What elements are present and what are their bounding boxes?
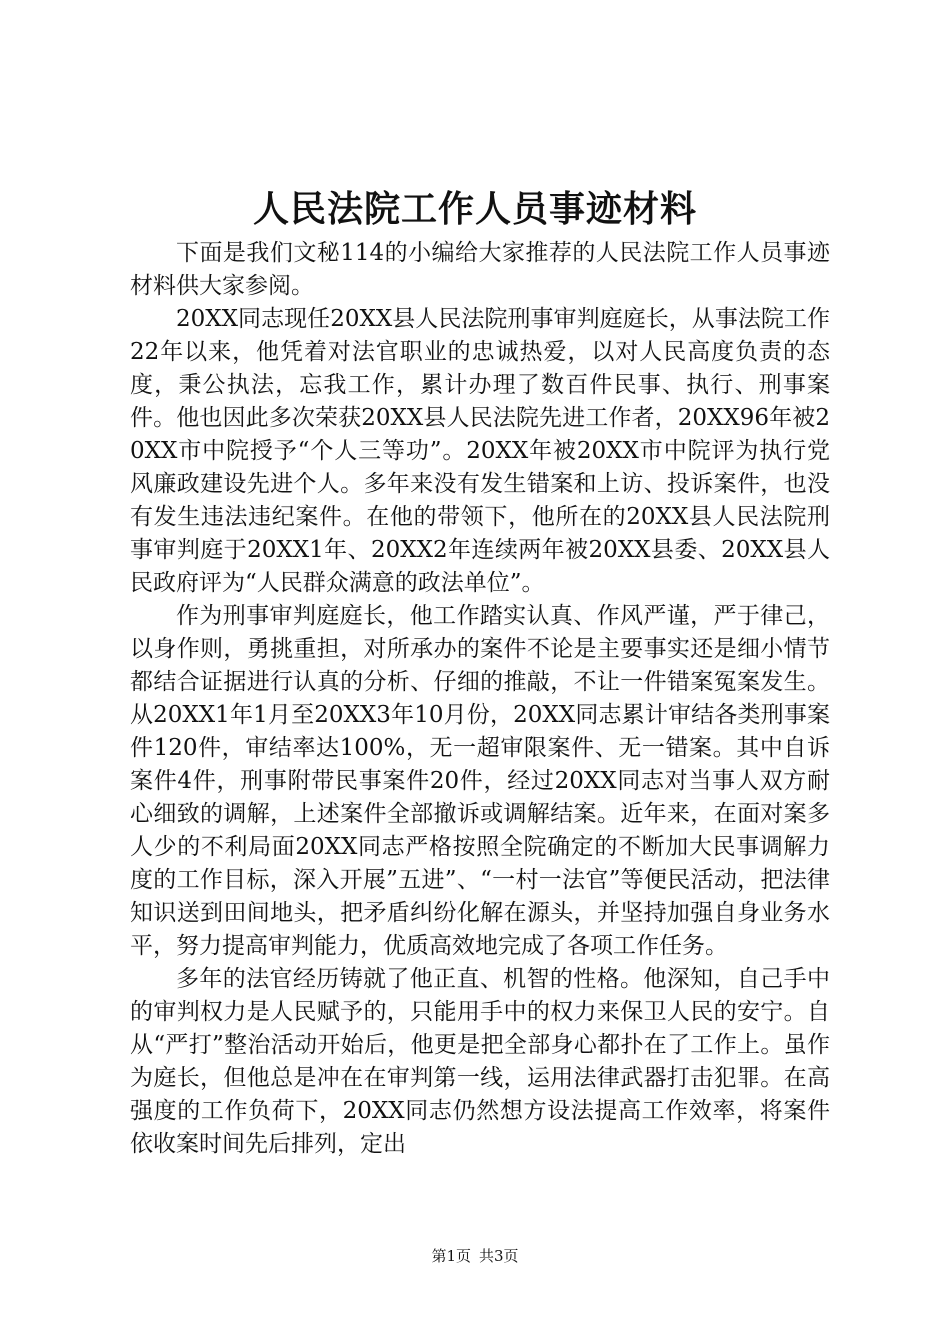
paragraph-intro: 下面是我们文秘114的小编给大家推荐的人民法院工作人员事迹材料供大家参阅。 <box>130 240 830 299</box>
page-number-total: 共3页 <box>479 1247 519 1265</box>
paragraph-career-summary: 20XX同志现任20XX县人民法院刑事审判庭庭长，从事法院工作22年以来，他凭着对法官职业的忠诚热爱，以对人民高度负责的态度，秉公执法，忘我工作，累计办理了数百件民事、执行、刑事案件。他也因此多次荣获20XX县人民法院先进工作者，20XX96年被20XX市中院授予“个人三等功”。20XX年被20XX市中院评为执行党风廉政建设先进个人。多年来没有发生错案和上访、投诉案件，也没有发生违法违纪案件。在他的带领下，他所在的20XX县人民法院刑事审判庭于20XX1年、20XX2年连续两年被20XX县委、20XX县人民政府评为“人民群众满意的政法单位”。 <box>130 306 830 596</box>
page-number-current: 第1页 <box>431 1247 471 1265</box>
document-body <box>130 237 830 1161</box>
paragraph-character: 多年的法官经历铸就了他正直、机智的性格。他深知，自己手中的审判权力是人民赋予的，只能用手中的权力来保卫人民的安宁。自从“严打”整治活动开始后，他更是把全部身心都扑在了工作上。虽作为庭长，但他总是冲在在审判第一线，运用法律武器打击犯罪。在高强度的工作负荷下，20XX同志仍然想方设法提高工作效率，将案件依收案时间先后排列，定出 <box>130 966 830 1157</box>
page-footer <box>0 1244 950 1268</box>
paragraph-trial-work: 作为刑事审判庭庭长，他工作踏实认真、作风严谨，严于律己，以身作则，勇挑重担，对所承办的案件不论是主要事实还是细小情节都结合证据进行认真的分析、仔细的推敲，不让一件错案冤案发生。从20XX1年1月至20XX3年10月份，20XX同志累计审结各类刑事案件120件，审结率达100%，无一超审限案件、无一错案。其中自诉案件4件，刑事附带民事案件20件，经过20XX同志对当事人双方耐心细致的调解，上述案件全部撤诉或调解结案。近年来，在面对案多人少的不利局面20XX同志严格按照全院确定的不断加大民事调解力度的工作目标，深入开展”五进”、“一村一法官”等便民活动，把法律知识送到田间地头，把矛盾纠纷化解在源头，并坚持加强自身业务水平，努力提高审判能力，优质高效地完成了各项工作任务。 <box>130 603 830 959</box>
document-title: 人民法院工作人员事迹材料 <box>252 188 697 230</box>
